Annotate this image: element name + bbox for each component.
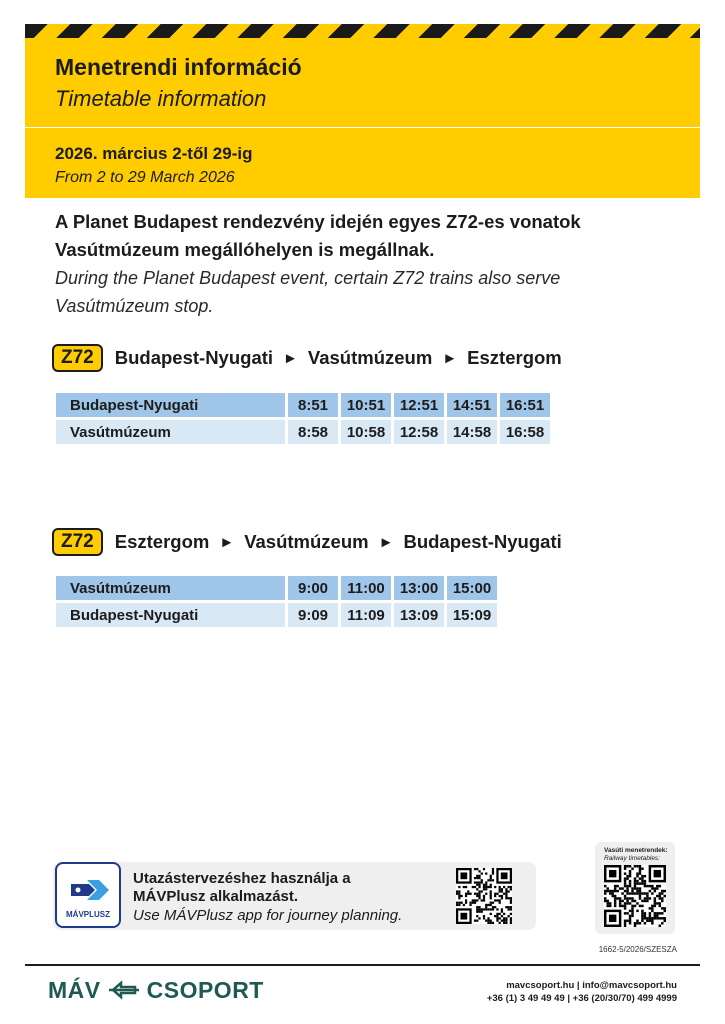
footer-divider: [25, 964, 700, 966]
station-name: Vasútmúzeum: [56, 420, 285, 444]
app-promo-en: Use MÁVPlusz app for journey planning.: [133, 907, 403, 924]
arrow-right-icon: ►: [378, 533, 394, 551]
station-name: Budapest-Nyugati: [56, 393, 285, 417]
contact-phone[interactable]: +36 (1) 3 49 49 49 | +36 (20/30/70) 499 4999: [486, 993, 677, 1004]
app-promo: [53, 862, 536, 930]
station-name: Budapest-Nyugati: [56, 603, 285, 627]
route-heading-outbound: [52, 343, 562, 373]
arrow-right-icon: ►: [219, 533, 235, 551]
departure-time: 13:00: [394, 576, 444, 600]
notice-hu: A Planet Budapest rendezvény idején egyes Z72-es vonatok Vasútmúzeum megállóhelyen is megállnak.: [55, 211, 581, 260]
table-row: [56, 420, 550, 444]
page-title-english: Timetable information: [55, 86, 267, 111]
line-badge: Z72: [52, 344, 103, 372]
period-en: From 2 to 29 March 2026: [55, 169, 235, 186]
route-stop: Budapest-Nyugati: [114, 347, 274, 368]
arrow-right-icon: ►: [283, 349, 298, 367]
route-stop: Vasútmúzeum: [244, 531, 369, 552]
line-badge: Z72: [52, 528, 103, 556]
departure-time: 15:09: [447, 603, 497, 627]
route-stops: [115, 531, 562, 553]
period-hu: 2026. március 2-től 29-ig: [55, 144, 253, 163]
station-name: Vasútmúzeum: [56, 576, 285, 600]
departure-time: 15:00: [447, 576, 497, 600]
departure-time: 9:09: [288, 603, 338, 627]
logo-text-right: CSOPORT: [146, 976, 264, 1003]
page-title: Menetrendi információ: [55, 54, 302, 80]
arrow-right-icon: ►: [442, 349, 458, 367]
mavplusz-logo-icon[interactable]: [55, 862, 121, 928]
app-promo-hu-line1: Utazástervezéshez használja a: [133, 870, 351, 887]
table-row: [56, 393, 550, 417]
departure-time: 8:58: [288, 420, 338, 444]
railway-timetables-label-en: Railway timetables:: [604, 855, 660, 862]
departure-time: 11:00: [341, 576, 391, 600]
timetable-return: [53, 573, 500, 630]
document-code: 1662-5/2026/SZESZA: [598, 945, 677, 954]
departure-time: 14:58: [447, 420, 497, 444]
app-promo-text: [133, 870, 402, 925]
departure-time: 11:09: [341, 603, 391, 627]
validity-period: [25, 128, 700, 198]
mav-csoport-logo: [48, 978, 264, 1002]
departure-time: 16:58: [500, 420, 550, 444]
train-arrows-icon: [69, 876, 111, 906]
departure-time: 10:51: [341, 393, 391, 417]
mav-logo-icon: [107, 979, 141, 1001]
departure-time: 14:51: [447, 393, 497, 417]
app-qr-code[interactable]: [456, 868, 512, 924]
railway-timetables-label-hu: Vasúti menetrendek:: [604, 847, 668, 854]
header-banner: [25, 38, 700, 128]
notice-en: During the Planet Budapest event, certain Z72 trains also serve Vasútmúzeum stop.: [55, 268, 561, 316]
route-stop: Budapest-Nyugati: [403, 531, 562, 552]
route-stop: Esztergom: [114, 531, 210, 552]
departure-time: 12:51: [394, 393, 444, 417]
timetable-outbound: [53, 390, 553, 447]
contact-info: [487, 979, 677, 1005]
departure-time: 12:58: [394, 420, 444, 444]
departure-time: 8:51: [288, 393, 338, 417]
app-promo-hu-line2: MÁVPlusz alkalmazást.: [133, 888, 299, 905]
route-stops: [115, 347, 562, 369]
table-row: [56, 603, 497, 627]
route-heading-return: [52, 527, 562, 557]
hazard-stripes: [25, 24, 700, 38]
notice: [55, 208, 675, 320]
contact-web-email[interactable]: mavcsoport.hu | info@mavcsoport.hu: [506, 980, 677, 991]
table-row: [56, 576, 497, 600]
route-stop: Vasútmúzeum: [307, 347, 433, 368]
departure-time: 16:51: [500, 393, 550, 417]
railway-timetables-box: [595, 842, 675, 934]
logo-text-left: MÁV: [48, 976, 101, 1003]
departure-time: 10:58: [341, 420, 391, 444]
timetables-qr-code[interactable]: [604, 865, 666, 927]
app-brand: MÁVPLUSZ: [66, 910, 110, 919]
route-stop: Esztergom: [467, 347, 562, 368]
departure-time: 9:00: [288, 576, 338, 600]
departure-time: 13:09: [394, 603, 444, 627]
